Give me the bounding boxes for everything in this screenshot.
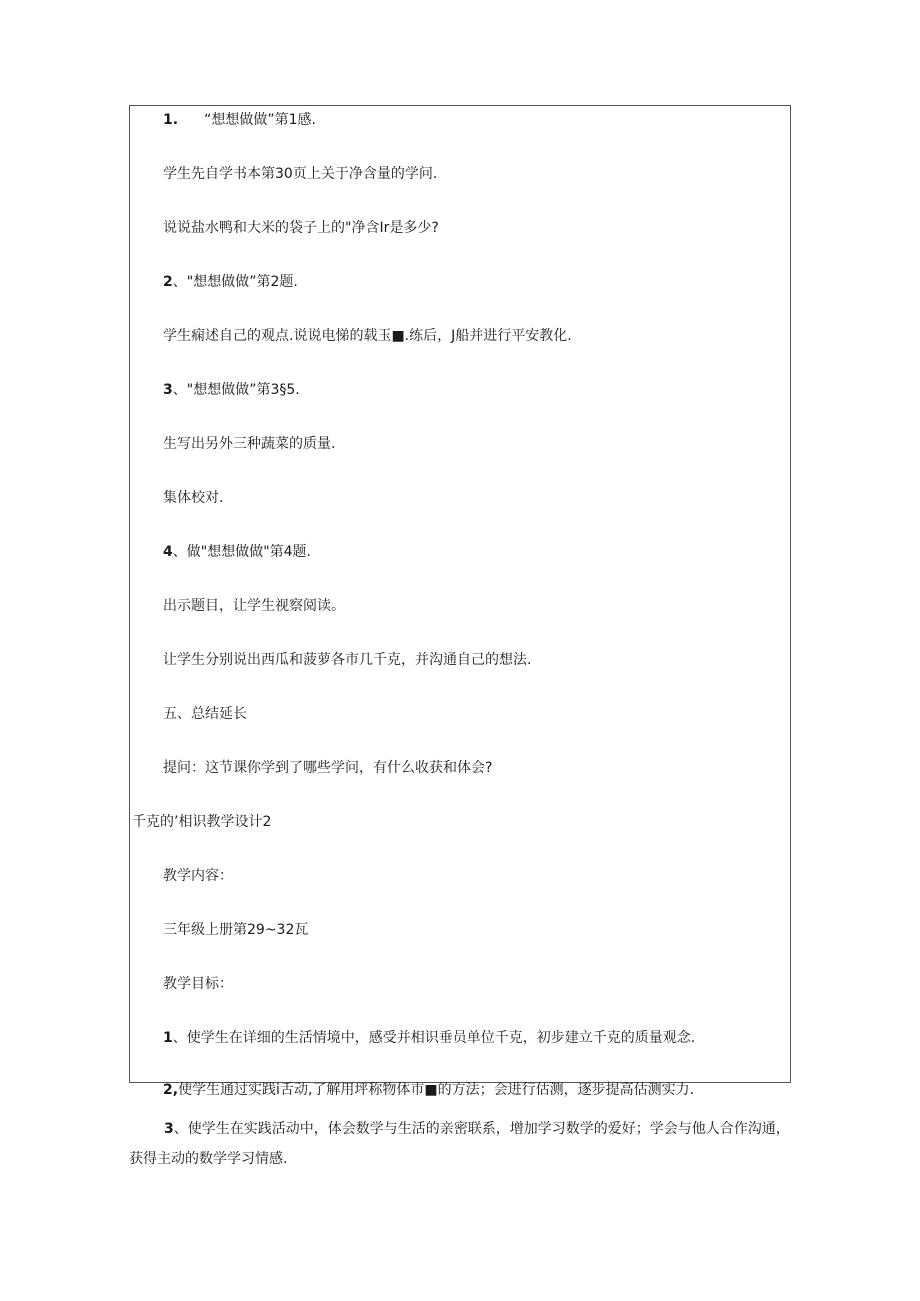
goal-1-line — [163, 1028, 695, 1048]
goal-2-line — [163, 1080, 694, 1100]
line-text: 让学生分别说出西瓜和菠萝各市几千克，并沟通自己的想法. — [163, 652, 532, 668]
paragraph-line — [163, 920, 308, 940]
goal-3-paragraph — [129, 1114, 791, 1174]
item-number: 1. — [163, 112, 179, 128]
item-number: 1 — [163, 1030, 173, 1046]
paragraph-line — [163, 596, 345, 616]
paragraph-line — [163, 650, 531, 670]
section-heading — [163, 704, 247, 724]
line-text: 、"想想做做”第3§5. — [172, 382, 300, 398]
line-text: 生写出另外三种蔬菜的质量. — [163, 436, 336, 452]
line-text: 学生先自学书本第30页上关于净含量的学问. — [163, 166, 438, 182]
paragraph-line — [163, 758, 492, 778]
line-text: 学生痫述自己的观点.说说电悌的载玉■.练后，J船并进行平安教化. — [163, 328, 572, 344]
item-2-line — [163, 272, 298, 292]
paragraph-line — [163, 974, 233, 994]
line-text: 五、总结延长 — [163, 706, 247, 722]
item-3-line — [163, 380, 300, 400]
line-text: 千克的’相识教学设计2 — [132, 814, 272, 830]
paragraph-line — [163, 866, 233, 886]
line-text: 教学目标： — [163, 976, 233, 992]
paragraph-line — [163, 164, 437, 184]
item-1-line — [163, 110, 316, 130]
paragraph-text: 、使学生在实践活动中，体会数学与生活的亲密联系，增加学习数学的爱好；学会与他人合作沟通，获得主动的数学学习情感. — [129, 1121, 790, 1167]
paragraph-line — [163, 326, 572, 346]
line-text: 教学内容： — [163, 868, 233, 884]
item-number: 2 — [163, 274, 173, 290]
paragraph-line — [163, 488, 223, 508]
item-number: 3 — [163, 382, 173, 398]
line-text: 提问：这节课你学到了哪些学问，有什么收获和体会? — [163, 760, 493, 776]
line-text: 说说盐水鸭和大米的袋子上的"净含Ir是多少? — [163, 220, 439, 236]
paragraph-line — [163, 434, 335, 454]
item-number: 4 — [163, 544, 173, 560]
line-text: 集体校对. — [163, 490, 224, 506]
item-4-line — [163, 542, 311, 562]
line-text: “想想做做”第1感. — [204, 112, 316, 128]
document-title — [132, 812, 271, 832]
line-text: 三年级上册第29~32瓦 — [163, 922, 309, 938]
line-text: 使学生通过实践i舌动,了解用坪称物体市■的方法；会进行估测，逐步提高估测实力. — [178, 1082, 695, 1098]
line-text: 、"想想做做”第2题. — [172, 274, 298, 290]
paragraph-line — [163, 218, 439, 238]
line-text: 、做"想想做做"第4题. — [172, 544, 311, 560]
line-text: 出示题目，让学生视察阅读。 — [163, 598, 345, 614]
item-number: 3 — [164, 1121, 174, 1137]
item-number: 2, — [163, 1082, 179, 1098]
line-text: 、使学生在详细的生活情境中，感受并相识垂员单位千克，初步建立千克的质量观念. — [172, 1030, 696, 1046]
